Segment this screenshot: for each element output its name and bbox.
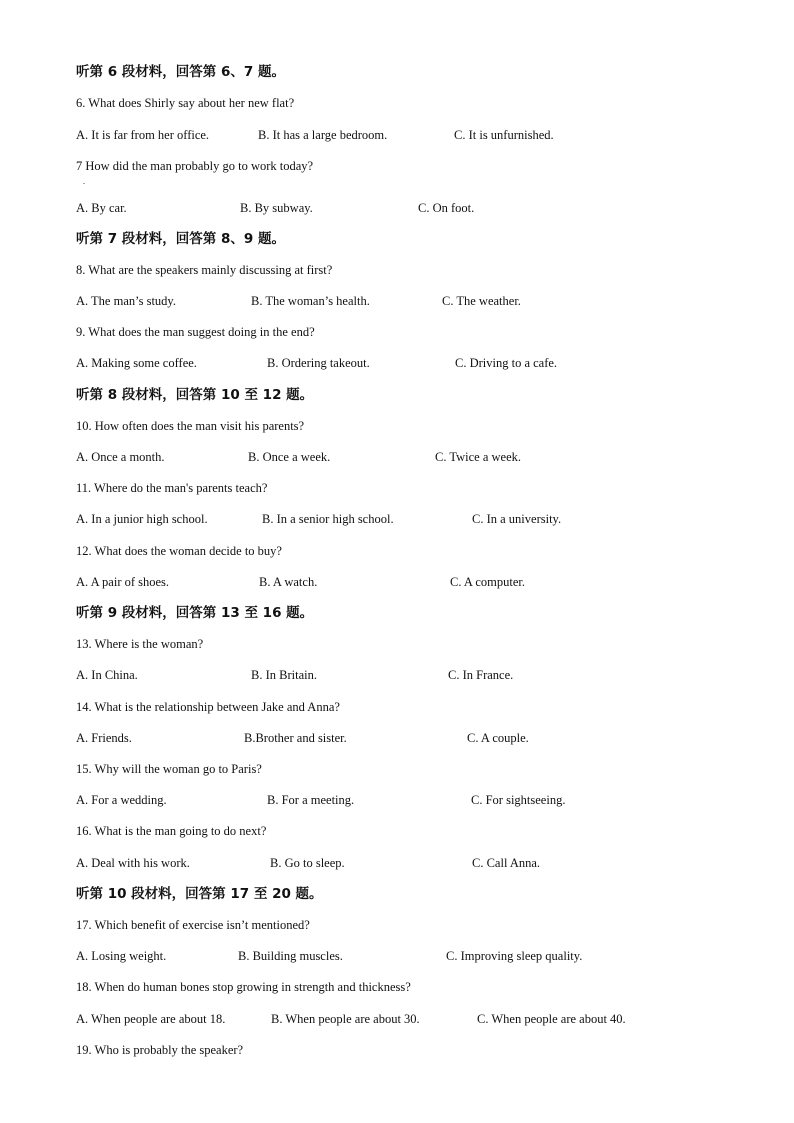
option-a: A. In China. xyxy=(76,668,138,682)
option-b: B. In a senior high school. xyxy=(262,512,394,526)
option-b: B. The woman’s health. xyxy=(251,294,370,308)
option-a: A. Making some coffee. xyxy=(76,356,197,370)
option-b: B. For a meeting. xyxy=(267,793,355,807)
option-b: B. Building muscles. xyxy=(238,949,343,963)
option-b: B. It has a large bedroom. xyxy=(258,128,388,142)
option-a: A. In a junior high school. xyxy=(76,512,208,526)
section-heading: 听第 7 段材料，回答第 8、9 题。 xyxy=(76,231,285,247)
option-c: C. Twice a week. xyxy=(435,450,522,464)
option-c: C. The weather. xyxy=(442,294,521,308)
option-a: A. When people are about 18. xyxy=(76,1012,226,1026)
question-14: 14. What is the relationship between Jake and Anna? xyxy=(76,700,340,714)
option-b: B. Once a week. xyxy=(248,450,331,464)
option-b: B. A watch. xyxy=(259,575,318,589)
stray-mark: . xyxy=(83,177,85,186)
option-b: B. In Britain. xyxy=(251,668,317,682)
option-b: B. When people are about 30. xyxy=(271,1012,420,1026)
question-10: 10. How often does the man visit his parents? xyxy=(76,419,305,433)
question-19: 19. Who is probably the speaker? xyxy=(76,1043,244,1057)
option-a: A. A pair of shoes. xyxy=(76,575,170,589)
section-heading: 听第 6 段材料，回答第 6、7 题。 xyxy=(76,64,285,80)
section-heading: 听第 8 段材料，回答第 10 至 12 题。 xyxy=(76,387,314,403)
option-b: B. Go to sleep. xyxy=(270,856,345,870)
question-17: 17. Which benefit of exercise isn’t mentioned? xyxy=(76,918,310,932)
question-7: 7 How did the man probably go to work today? xyxy=(76,159,314,173)
section-heading: 听第 10 段材料，回答第 17 至 20 题。 xyxy=(76,886,323,902)
question-13: 13. Where is the woman? xyxy=(76,637,204,651)
question-15: 15. Why will the woman go to Paris? xyxy=(76,762,262,776)
option-a: A. By car. xyxy=(76,201,127,215)
option-c: C. In a university. xyxy=(472,512,562,526)
option-c: C. A couple. xyxy=(467,731,529,745)
option-c: C. Improving sleep quality. xyxy=(446,949,583,963)
option-c: C. Driving to a cafe. xyxy=(455,356,558,370)
question-11: 11. Where do the man's parents teach? xyxy=(76,481,268,495)
option-c: C. On foot. xyxy=(418,201,475,215)
option-c: C. A computer. xyxy=(450,575,525,589)
question-16: 16. What is the man going to do next? xyxy=(76,824,267,838)
option-a: A. Once a month. xyxy=(76,450,165,464)
option-a: A. The man’s study. xyxy=(76,294,176,308)
option-b: B. By subway. xyxy=(240,201,313,215)
option-a: A. Friends. xyxy=(76,731,132,745)
option-c: C. For sightseeing. xyxy=(471,793,566,807)
question-9: 9. What does the man suggest doing in the end? xyxy=(76,325,315,339)
option-a: A. Deal with his work. xyxy=(76,856,190,870)
option-c: C. When people are about 40. xyxy=(477,1012,626,1026)
question-8: 8. What are the speakers mainly discussing at first? xyxy=(76,263,333,277)
question-12: 12. What does the woman decide to buy? xyxy=(76,544,282,558)
option-b: B. Ordering takeout. xyxy=(267,356,370,370)
option-a: A. Losing weight. xyxy=(76,949,167,963)
option-c: C. In France. xyxy=(448,668,514,682)
option-c: C. It is unfurnished. xyxy=(454,128,554,142)
option-b: B.Brother and sister. xyxy=(244,731,347,745)
option-a: A. It is far from her office. xyxy=(76,128,210,142)
question-6: 6. What does Shirly say about her new flat? xyxy=(76,96,295,110)
question-18: 18. When do human bones stop growing in strength and thickness? xyxy=(76,980,411,994)
option-a: A. For a wedding. xyxy=(76,793,167,807)
section-heading: 听第 9 段材料，回答第 13 至 16 题。 xyxy=(76,605,314,621)
option-c: C. Call Anna. xyxy=(472,856,541,870)
